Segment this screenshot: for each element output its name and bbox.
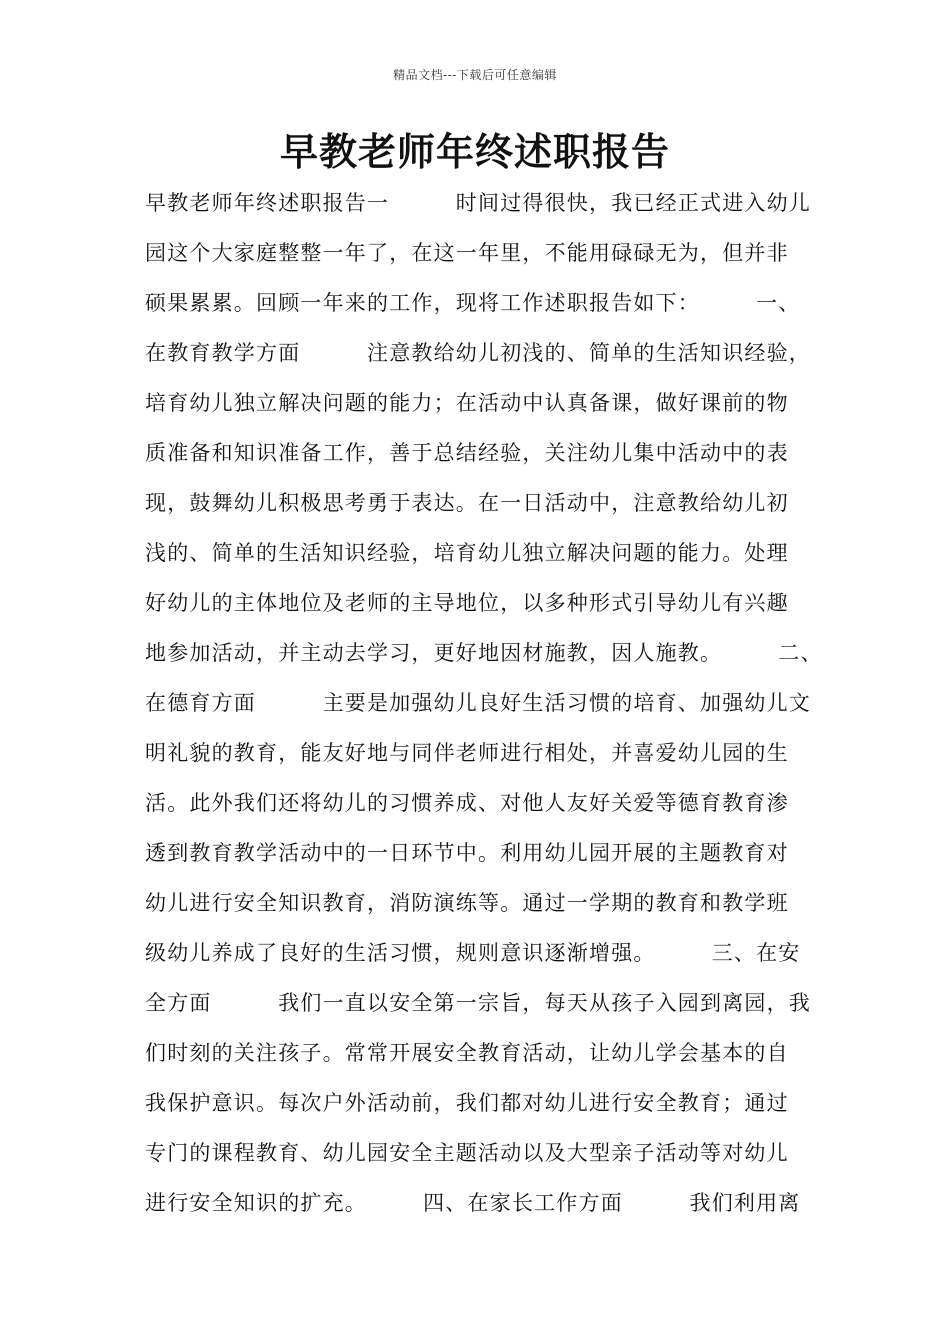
body-line: 现，鼓舞幼儿积极思考勇于表达。在一日活动中，注意教给幼儿初 bbox=[145, 491, 789, 515]
body-line: 早教老师年终述职报告一 时间过得很快，我已经正式进入幼儿 bbox=[145, 191, 811, 215]
body-line: 全方面 我们一直以安全第一宗旨，每天从孩子入园到离园，我 bbox=[145, 991, 811, 1015]
body-text bbox=[145, 178, 825, 1228]
body-line: 透到教育教学活动中的一日环节中。利用幼儿园开展的主题教育对 bbox=[145, 841, 789, 865]
body-line: 浅的、简单的生活知识经验，培育幼儿独立解决问题的能力。处理 bbox=[145, 541, 789, 565]
body-line: 专门的课程教育、幼儿园安全主题活动以及大型亲子活动等对幼儿 bbox=[145, 1141, 789, 1165]
body-line: 园这个大家庭整整一年了，在这一年里，不能用碌碌无为，但并非 bbox=[145, 241, 789, 265]
body-line: 质准备和知识准备工作，善于总结经验，关注幼儿集中活动中的表 bbox=[145, 441, 789, 465]
body-line: 在教育教学方面 注意教给幼儿初浅的、简单的生活知识经验， bbox=[145, 341, 811, 365]
body-line: 们时刻的关注孩子。常常开展安全教育活动，让幼儿学会基本的自 bbox=[145, 1041, 789, 1065]
body-line: 级幼儿养成了良好的生活习惯，规则意识逐渐增强。 三、在安 bbox=[145, 941, 801, 965]
body-line: 硕果累累。回顾一年来的工作，现将工作述职报告如下： 一、 bbox=[145, 291, 801, 315]
body-line: 进行安全知识的扩充。 四、在家长工作方面 我们利用离 bbox=[145, 1191, 801, 1215]
body-line: 好幼儿的主体地位及老师的主导地位，以多种形式引导幼儿有兴趣 bbox=[145, 591, 789, 615]
body-line: 明礼貌的教育，能友好地与同伴老师进行相处，并喜爱幼儿园的生 bbox=[145, 741, 789, 765]
header-note: 精品文档---下载后可任意编辑 bbox=[393, 68, 557, 82]
body-line: 培育幼儿独立解决问题的能力；在活动中认真备课，做好课前的物 bbox=[145, 391, 789, 415]
body-line: 我保护意识。每次户外活动前，我们都对幼儿进行安全教育；通过 bbox=[145, 1091, 789, 1115]
body-line: 活。此外我们还将幼儿的习惯养成、对他人友好关爱等德育教育渗 bbox=[145, 791, 789, 815]
body-line: 在德育方面 主要是加强幼儿良好生活习惯的培育、加强幼儿文 bbox=[145, 691, 811, 715]
body-line: 幼儿进行安全知识教育，消防演练等。通过一学期的教育和教学班 bbox=[145, 891, 789, 915]
body-line: 地参加活动，并主动去学习，更好地因材施教，因人施教。 二、 bbox=[145, 641, 823, 665]
document-title: 早教老师年终述职报告 bbox=[279, 129, 670, 174]
